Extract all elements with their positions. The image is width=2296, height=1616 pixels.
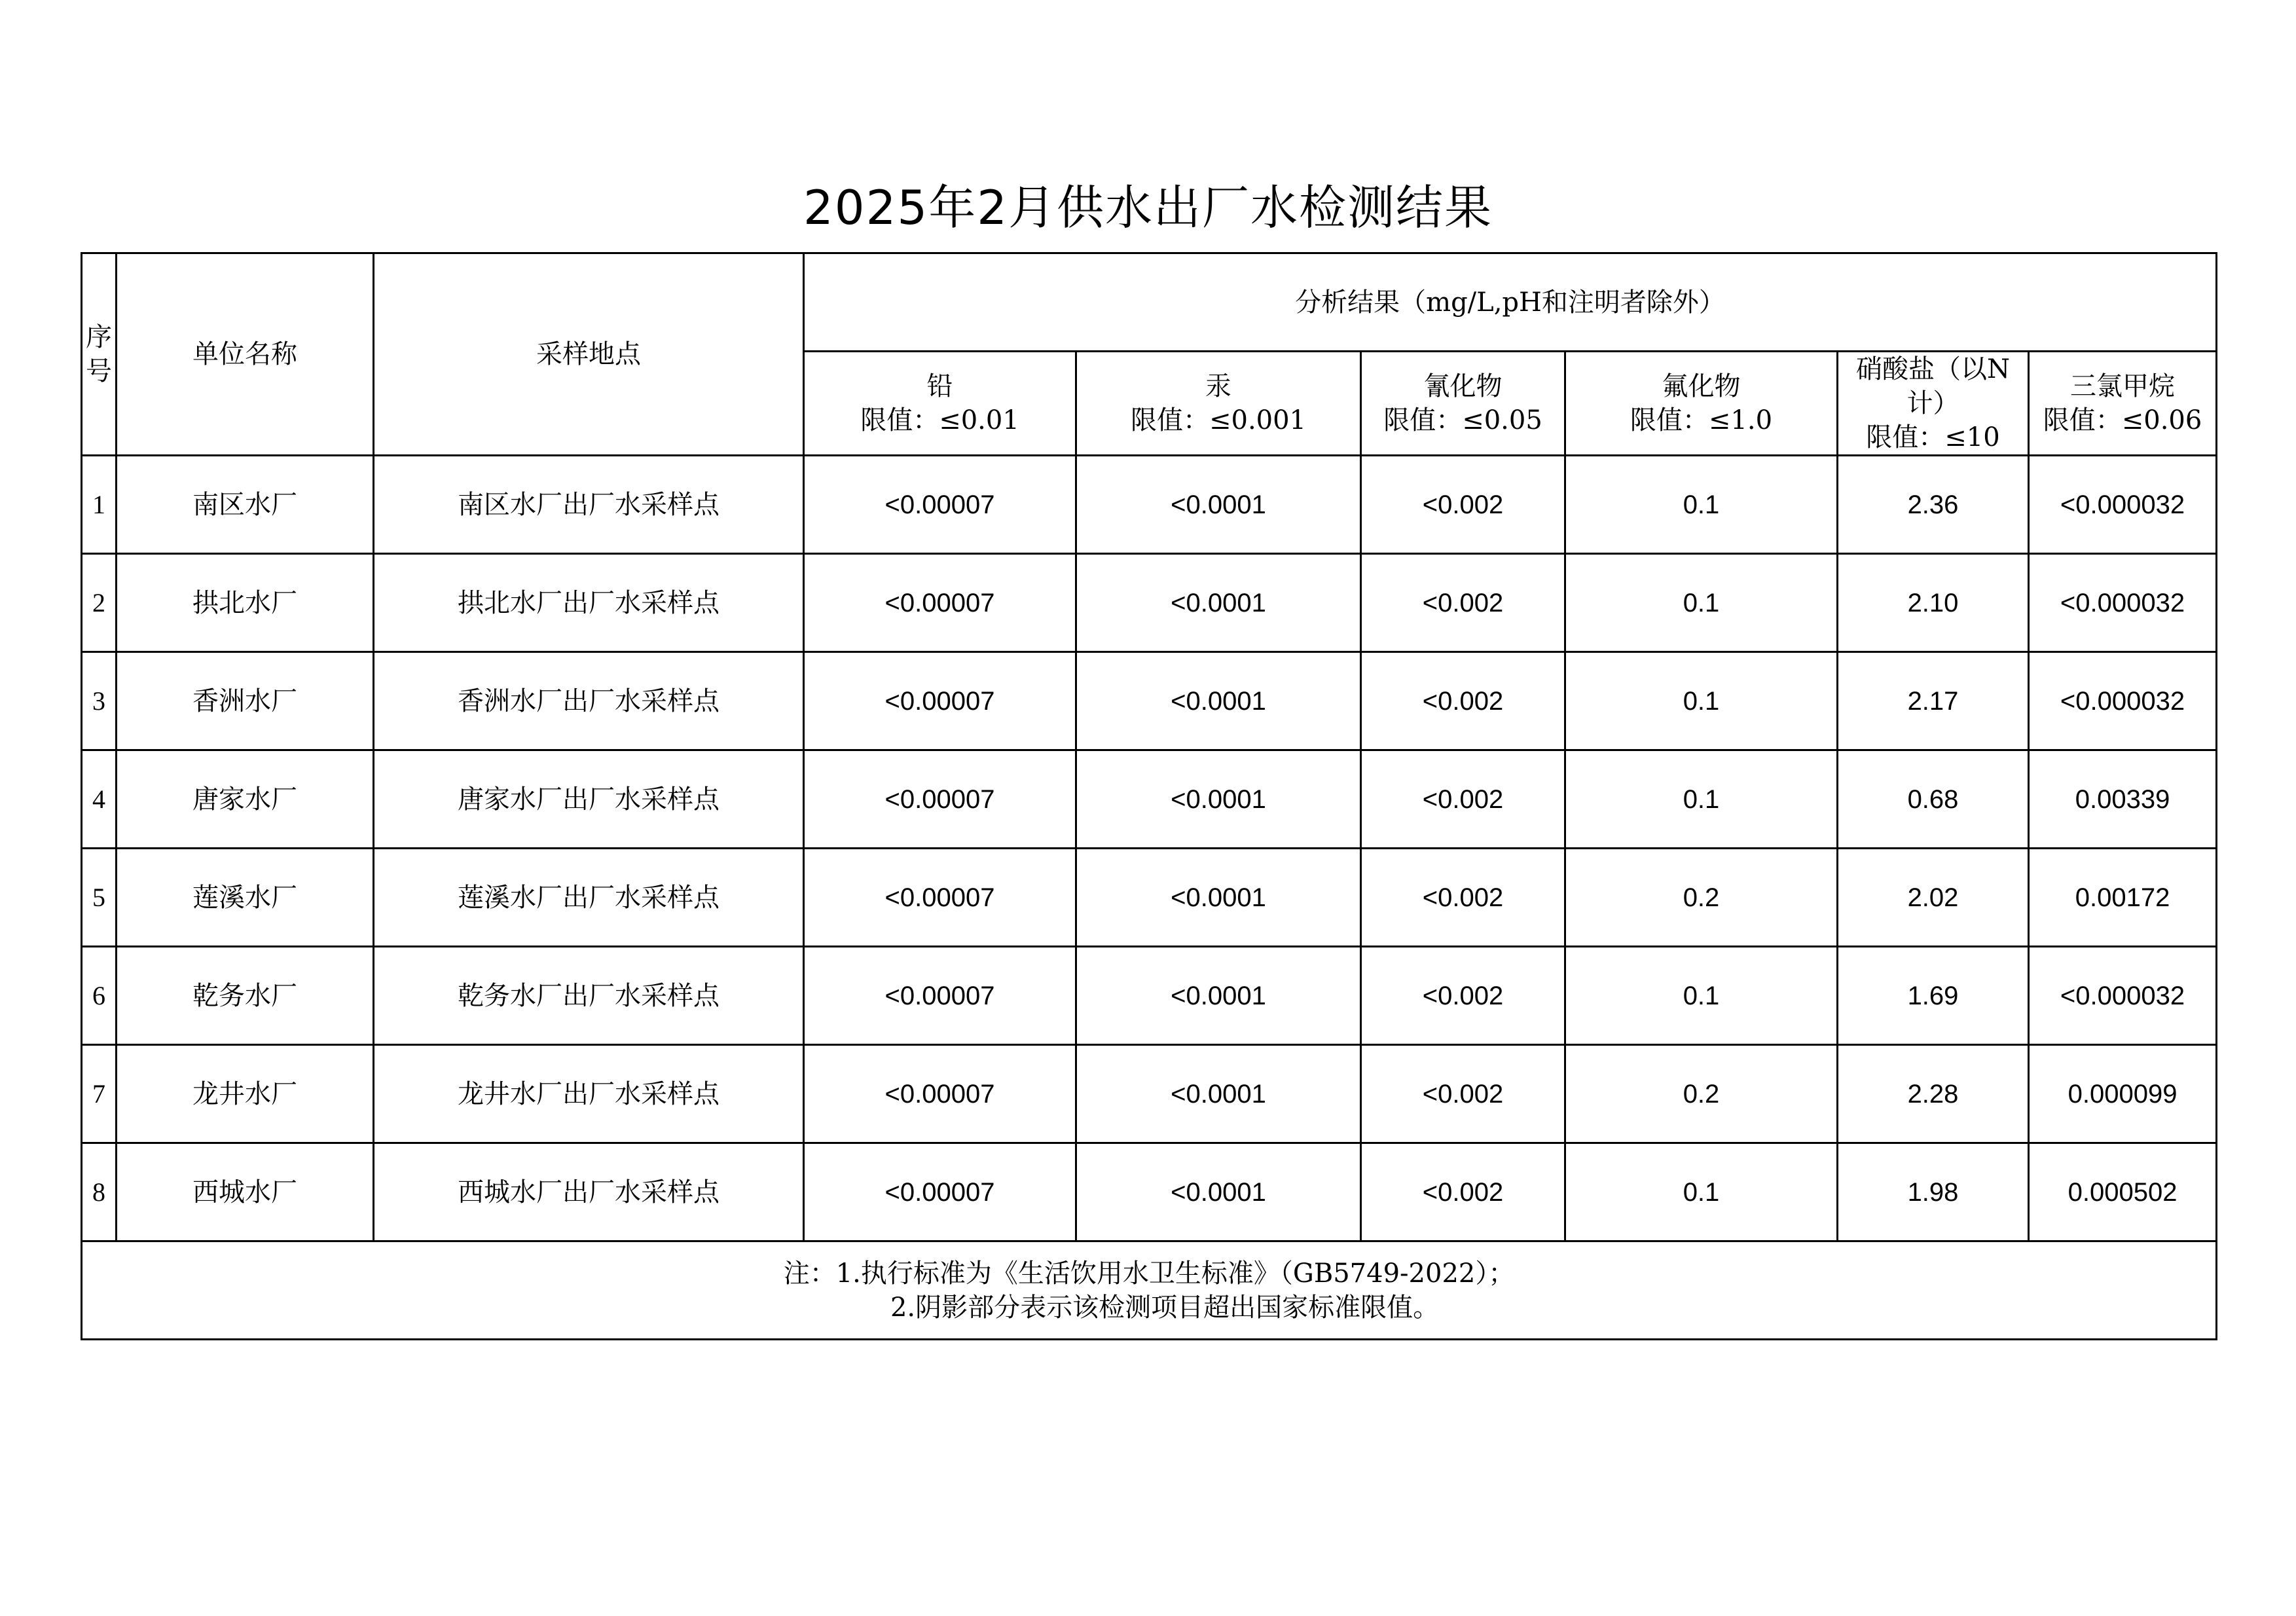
cell-nitrate: 2.10: [1838, 554, 2029, 652]
cell-nitrate: 2.17: [1838, 652, 2029, 750]
cell-mercury: <0.0001: [1076, 652, 1361, 750]
cell-chloroform: 0.00172: [2029, 849, 2217, 947]
cell-cyanide: <0.002: [1361, 554, 1565, 652]
cell-nitrate: 2.36: [1838, 456, 2029, 554]
note-shading: 2.阴影部分表示该检测项目超出国家标准限值。: [890, 1292, 1440, 1323]
header-seq: 序号: [82, 253, 117, 456]
cell-fluoride: 0.1: [1565, 554, 1838, 652]
cell-nitrate: 0.68: [1838, 750, 2029, 849]
item-limit: 限值：≤10: [1866, 422, 2000, 452]
cell-sampling-location: 唐家水厂出厂水采样点: [374, 750, 804, 849]
cell-lead: <0.00007: [804, 1143, 1076, 1241]
notes-cell: [82, 1241, 2217, 1340]
cell-lead: <0.00007: [804, 750, 1076, 849]
cell-mercury: <0.0001: [1076, 750, 1361, 849]
cell-seq: 3: [82, 652, 117, 750]
cell-unit-name: 南区水厂: [117, 456, 374, 554]
cell-cyanide: <0.002: [1361, 947, 1565, 1045]
cell-unit-name: 西城水厂: [117, 1143, 374, 1241]
cell-fluoride: 0.1: [1565, 652, 1838, 750]
cell-sampling-location: 西城水厂出厂水采样点: [374, 1143, 804, 1241]
item-limit: 限值：≤1.0: [1630, 405, 1773, 435]
cell-lead: <0.00007: [804, 947, 1076, 1045]
cell-chloroform: <0.000032: [2029, 947, 2217, 1045]
cell-mercury: <0.0001: [1076, 456, 1361, 554]
cell-seq: 4: [82, 750, 117, 849]
cell-unit-name: 乾务水厂: [117, 947, 374, 1045]
cell-mercury: <0.0001: [1076, 554, 1361, 652]
header-item-lead: [804, 352, 1076, 456]
table-row: [82, 849, 2217, 947]
results-table: [81, 252, 2217, 1340]
cell-chloroform: 0.000099: [2029, 1045, 2217, 1143]
cell-seq: 2: [82, 554, 117, 652]
cell-fluoride: 0.1: [1565, 456, 1838, 554]
cell-sampling-location: 拱北水厂出厂水采样点: [374, 554, 804, 652]
cell-unit-name: 莲溪水厂: [117, 849, 374, 947]
cell-mercury: <0.0001: [1076, 849, 1361, 947]
cell-sampling-location: 香洲水厂出厂水采样点: [374, 652, 804, 750]
cell-chloroform: <0.000032: [2029, 456, 2217, 554]
cell-nitrate: 1.69: [1838, 947, 2029, 1045]
cell-cyanide: <0.002: [1361, 652, 1565, 750]
item-limit: 限值：≤0.06: [2043, 405, 2202, 435]
cell-fluoride: 0.1: [1565, 750, 1838, 849]
cell-seq: 5: [82, 849, 117, 947]
cell-cyanide: <0.002: [1361, 1045, 1565, 1143]
item-name: 汞: [1205, 371, 1231, 401]
cell-sampling-location: 龙井水厂出厂水采样点: [374, 1045, 804, 1143]
cell-chloroform: <0.000032: [2029, 652, 2217, 750]
cell-seq: 8: [82, 1143, 117, 1241]
cell-unit-name: 香洲水厂: [117, 652, 374, 750]
header-sampling-location: 采样地点: [374, 253, 804, 456]
item-name: 氰化物: [1423, 371, 1503, 401]
item-name: 氟化物: [1662, 371, 1741, 401]
table-row: [82, 750, 2217, 849]
cell-lead: <0.00007: [804, 456, 1076, 554]
cell-nitrate: 2.02: [1838, 849, 2029, 947]
cell-sampling-location: 南区水厂出厂水采样点: [374, 456, 804, 554]
cell-nitrate: 1.98: [1838, 1143, 2029, 1241]
cell-cyanide: <0.002: [1361, 750, 1565, 849]
cell-lead: <0.00007: [804, 1045, 1076, 1143]
cell-sampling-location: 莲溪水厂出厂水采样点: [374, 849, 804, 947]
cell-sampling-location: 乾务水厂出厂水采样点: [374, 947, 804, 1045]
notes-row: [82, 1241, 2217, 1340]
table-row: [82, 1143, 2217, 1241]
cell-chloroform: 0.00339: [2029, 750, 2217, 849]
item-limit: 限值：≤0.05: [1383, 405, 1542, 435]
item-limit: 限值：≤0.001: [1130, 405, 1307, 435]
header-analysis-results: 分析结果（mg/L,pH和注明者除外）: [804, 253, 2217, 352]
header-item-cyanide: [1361, 352, 1565, 456]
note-standard: 注：1.执行标准为《生活饮用水卫生标准》（GB5749-2022）；: [783, 1258, 1515, 1289]
cell-mercury: <0.0001: [1076, 1143, 1361, 1241]
cell-mercury: <0.0001: [1076, 947, 1361, 1045]
cell-cyanide: <0.002: [1361, 849, 1565, 947]
cell-fluoride: 0.1: [1565, 1143, 1838, 1241]
header-item-chloroform: [2029, 352, 2217, 456]
cell-mercury: <0.0001: [1076, 1045, 1361, 1143]
item-limit: 限值：≤0.01: [860, 405, 1019, 435]
cell-fluoride: 0.1: [1565, 947, 1838, 1045]
cell-lead: <0.00007: [804, 849, 1076, 947]
table-row: [82, 947, 2217, 1045]
cell-unit-name: 唐家水厂: [117, 750, 374, 849]
cell-lead: <0.00007: [804, 554, 1076, 652]
cell-nitrate: 2.28: [1838, 1045, 2029, 1143]
cell-seq: 1: [82, 456, 117, 554]
cell-unit-name: 拱北水厂: [117, 554, 374, 652]
table-row: [82, 652, 2217, 750]
cell-unit-name: 龙井水厂: [117, 1045, 374, 1143]
cell-chloroform: <0.000032: [2029, 554, 2217, 652]
cell-seq: 6: [82, 947, 117, 1045]
header-item-mercury: [1076, 352, 1361, 456]
item-name: 铅: [926, 371, 953, 401]
cell-lead: <0.00007: [804, 652, 1076, 750]
cell-seq: 7: [82, 1045, 117, 1143]
header-unit-name: 单位名称: [117, 253, 374, 456]
table-row: [82, 456, 2217, 554]
cell-chloroform: 0.000502: [2029, 1143, 2217, 1241]
cell-fluoride: 0.2: [1565, 1045, 1838, 1143]
cell-cyanide: <0.002: [1361, 1143, 1565, 1241]
page-title: 2025年2月供水出厂水检测结果: [803, 180, 1493, 235]
header-row-primary: [82, 253, 2217, 352]
header-item-nitrate: [1838, 352, 2029, 456]
cell-fluoride: 0.2: [1565, 849, 1838, 947]
cell-cyanide: <0.002: [1361, 456, 1565, 554]
item-name: 硝酸盐（以N计）: [1856, 354, 2010, 418]
header-item-fluoride: [1565, 352, 1838, 456]
table-row: [82, 554, 2217, 652]
item-name: 三氯甲烷: [2070, 371, 2176, 401]
table-row: [82, 1045, 2217, 1143]
